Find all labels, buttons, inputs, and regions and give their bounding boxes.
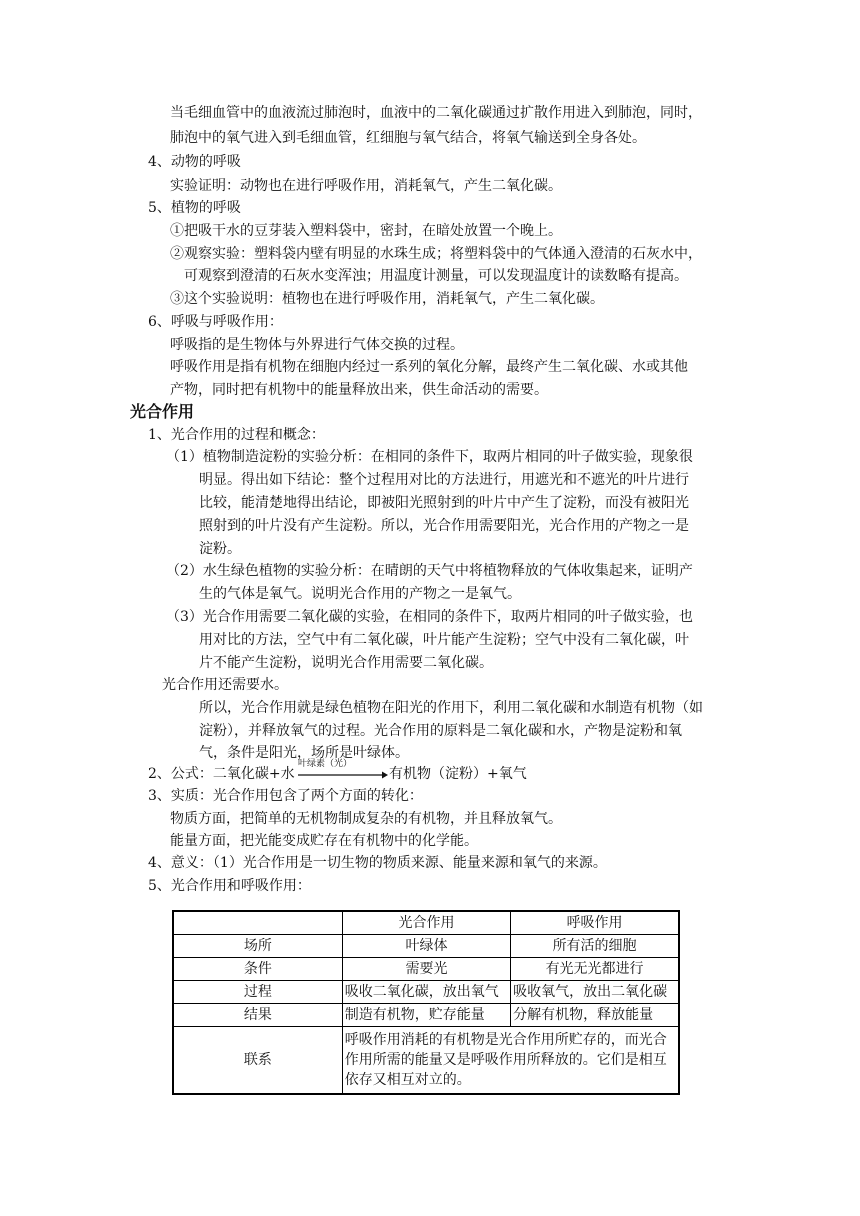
photosynthesis-formula [148, 759, 568, 789]
text-line: 照射到的叶片没有产生淀粉。所以，光合作用需要阳光，光合作用的产物之一是 [199, 518, 689, 534]
text-line: 比较，能清楚地得出结论，即被阳光照射到的叶片中产生了淀粉，而没有被阳光 [199, 495, 689, 511]
text-line: 可观察到澄清的石灰水变浑浊；用温度计测量，可以发现温度计的读数略有提高。 [184, 268, 688, 284]
text-line: （3）光合作用需要二氧化碳的实验，在相同的条件下，取两片相同的叶子做实验，也 [166, 609, 693, 625]
formula-products: 有机物（淀粉）+氧气 [389, 766, 527, 782]
row-label-process: 过程 [173, 981, 342, 1004]
section-heading: 4、意义：（1）光合作用是一切生物的物质来源、能量来源和氧气的来源。 [148, 855, 607, 871]
table-cell: 有光无光都进行 [511, 958, 679, 981]
section-heading: 1、光合作用的过程和概念： [148, 427, 325, 443]
text-line: 气，条件是阳光，场所是叶绿体。 [199, 745, 409, 761]
text-line: 肺泡中的氧气进入到毛细血管，红细胞与氧气结合，将氧气输送到全身各处。 [170, 130, 646, 146]
text-line: 淀粉。 [199, 541, 241, 557]
formula-condition: 叶绿素（光） [298, 759, 353, 769]
row-label-result: 结果 [173, 1004, 342, 1027]
chapter-title: 光合作用 [130, 402, 195, 421]
row-label-condition: 条件 [173, 958, 342, 981]
table-header-cell: 光合作用 [342, 911, 510, 935]
text-line: 用对比的方法，空气中有二氧化碳，叶片能产生淀粉；空气中没有二氧化碳，叶 [199, 632, 689, 648]
text-line: 实验证明：动物也在进行呼吸作用，消耗氧气，产生二氧化碳。 [170, 178, 562, 194]
text-line: ②观察实验：塑料袋内壁有明显的水珠生成；将塑料袋中的气体通入澄清的石灰水中， [170, 246, 702, 262]
table-cell: 需要光 [342, 958, 510, 981]
table-header-cell: 呼吸作用 [511, 911, 679, 935]
reaction-arrow-icon [298, 771, 388, 779]
table-cell: 制造有机物，贮存能量 [342, 1004, 510, 1027]
text-line: （2）水生绿色植物的实验分析：在晴朗的天气中将植物释放的气体收集起来，证明产 [166, 563, 693, 579]
table-cell: 吸收二氧化碳，放出氧气 [342, 981, 510, 1004]
text-line: 片不能产生淀粉，说明光合作用需要二氧化碳。 [199, 655, 493, 671]
table-cell: 所有活的细胞 [511, 935, 679, 958]
table-row [173, 935, 679, 958]
section-heading: 3、实质：光合作用包含了两个方面的转化： [148, 788, 423, 804]
comparison-table [172, 910, 680, 1095]
section-heading: 4、动物的呼吸 [148, 154, 241, 170]
section-heading: 6、呼吸与呼吸作用： [148, 314, 283, 330]
section-heading: 5、植物的呼吸 [148, 200, 241, 216]
table-row [173, 1004, 679, 1027]
formula-reactants: 2、公式：二氧化碳+水 [148, 766, 295, 782]
table-header-cell [173, 911, 342, 935]
table-row [173, 981, 679, 1004]
text-line: 所以，光合作用就是绿色植物在阳光的作用下，利用二氧化碳和水制造有机物（如 [199, 700, 703, 716]
table-cell: 分解有机物，释放能量 [511, 1004, 679, 1027]
text-line: （1）植物制造淀粉的实验分析：在相同的条件下，取两片相同的叶子做实验，现象很 [166, 449, 693, 465]
table-header-row [173, 911, 679, 935]
table-row [173, 1027, 679, 1095]
text-line: 淀粉），并释放氧气的过程。光合作用的原料是二氧化碳和水，产物是淀粉和氧 [199, 723, 682, 739]
section-heading: 5、光合作用和呼吸作用： [148, 878, 311, 894]
text-line: 能量方面，把光能变成贮存在有机物中的化学能。 [170, 833, 478, 849]
text-line: 物质方面，把简单的无机物制成复杂的有机物，并且释放氧气。 [170, 811, 562, 827]
relation-text: 呼吸作用消耗的有机物是光合作用所贮存的，而光合作用所需的能量又是呼吸作用所释放的。它们是相互依存又相互对立的。 [342, 1027, 679, 1095]
text-line: 当毛细血管中的血液流过肺泡时，血液中的二氧化碳通过扩散作用进入到肺泡，同时， [170, 105, 702, 121]
text-line: ①把吸干水的豆芽装入塑料袋中，密封，在暗处放置一个晚上。 [170, 223, 562, 239]
row-label-relation: 联系 [173, 1027, 342, 1095]
table-cell: 叶绿体 [342, 935, 510, 958]
row-label-location: 场所 [173, 935, 342, 958]
text-line: 产物，同时把有机物中的能量释放出来，供生命活动的需要。 [170, 382, 548, 398]
text-line: 光合作用还需要水。 [162, 677, 288, 693]
text-line: 明显。得出如下结论：整个过程用对比的方法进行，用遮光和不遮光的叶片进行 [199, 472, 689, 488]
table-cell: 吸收氧气，放出二氧化碳 [511, 981, 679, 1004]
table-row [173, 958, 679, 981]
text-line: ③这个实验说明：植物也在进行呼吸作用，消耗氧气，产生二氧化碳。 [170, 291, 604, 307]
text-line: 呼吸作用是指有机物在细胞内经过一系列的氧化分解，最终产生二氧化碳、水或其他 [170, 359, 688, 375]
text-line: 生的气体是氧气。说明光合作用的产物之一是氧气。 [199, 586, 521, 602]
text-line: 呼吸指的是生物体与外界进行气体交换的过程。 [170, 337, 464, 353]
